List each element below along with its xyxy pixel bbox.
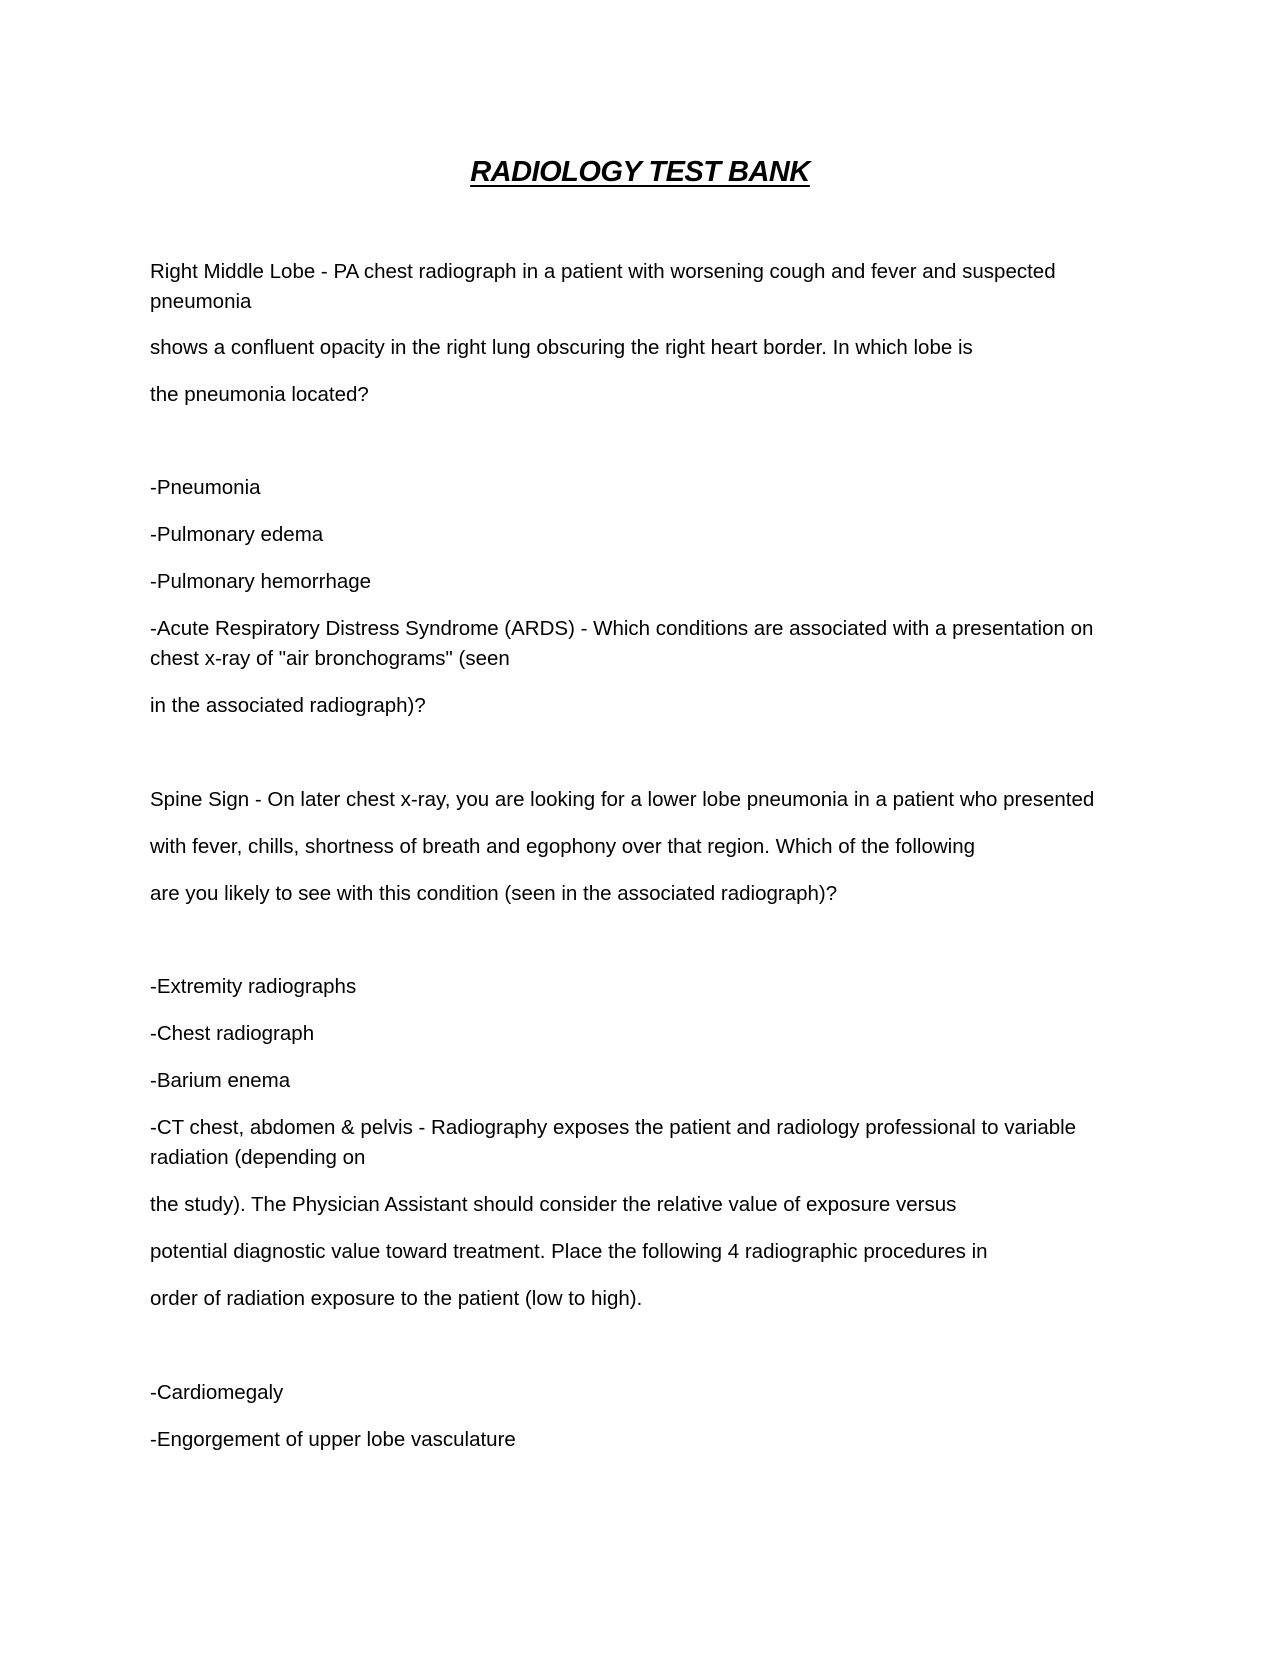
answer-option: -Cardiomegaly [150, 1381, 284, 1404]
answer-option: -Pulmonary hemorrhage [150, 570, 372, 593]
answer-option: -Chest radiograph [150, 1022, 315, 1045]
question-2-line-1: -Acute Respiratory Distress Syndrome (ARDS) - Which conditions are associated with a presentation on [150, 617, 1094, 640]
question-4-line-3: the study). The Physician Assistant should consider the relative value of exposure versus [150, 1193, 957, 1216]
question-2-line-2: chest x-ray of "air bronchograms" (seen [150, 647, 510, 670]
question-3-line-3: are you likely to see with this condition (seen in the associated radiograph)? [150, 882, 838, 905]
question-4-line-1: -CT chest, abdomen & pelvis - Radiography exposes the patient and radiology professional to variable [150, 1116, 1077, 1139]
question-2-line-3: in the associated radiograph)? [150, 694, 426, 717]
question-3-line-1: Spine Sign - On later chest x-ray, you are looking for a lower lobe pneumonia in a patient who presented [150, 788, 1095, 811]
answer-option: -Barium enema [150, 1069, 291, 1092]
question-1-line-3: shows a confluent opacity in the right lung obscuring the right heart border. In which lobe is [150, 336, 973, 359]
question-1-line-4: the pneumonia located? [150, 383, 369, 406]
answer-option: -Pulmonary edema [150, 523, 324, 546]
question-4-line-5: order of radiation exposure to the patient (low to high). [150, 1287, 643, 1310]
answer-option: -Pneumonia [150, 476, 261, 499]
answer-option: -Extremity radiographs [150, 975, 357, 998]
question-3-line-2: with fever, chills, shortness of breath and egophony over that region. Which of the following [150, 835, 976, 858]
question-4-line-4: potential diagnostic value toward treatment. Place the following 4 radiographic procedures in [150, 1240, 988, 1263]
answer-option: -Engorgement of upper lobe vasculature [150, 1428, 516, 1451]
document-title: RADIOLOGY TEST BANK [470, 156, 810, 188]
question-4-line-2: radiation (depending on [150, 1146, 366, 1169]
question-1-line-1: Right Middle Lobe - PA chest radiograph in a patient with worsening cough and fever and suspected [150, 260, 1056, 283]
question-1-line-2: pneumonia [150, 290, 252, 313]
